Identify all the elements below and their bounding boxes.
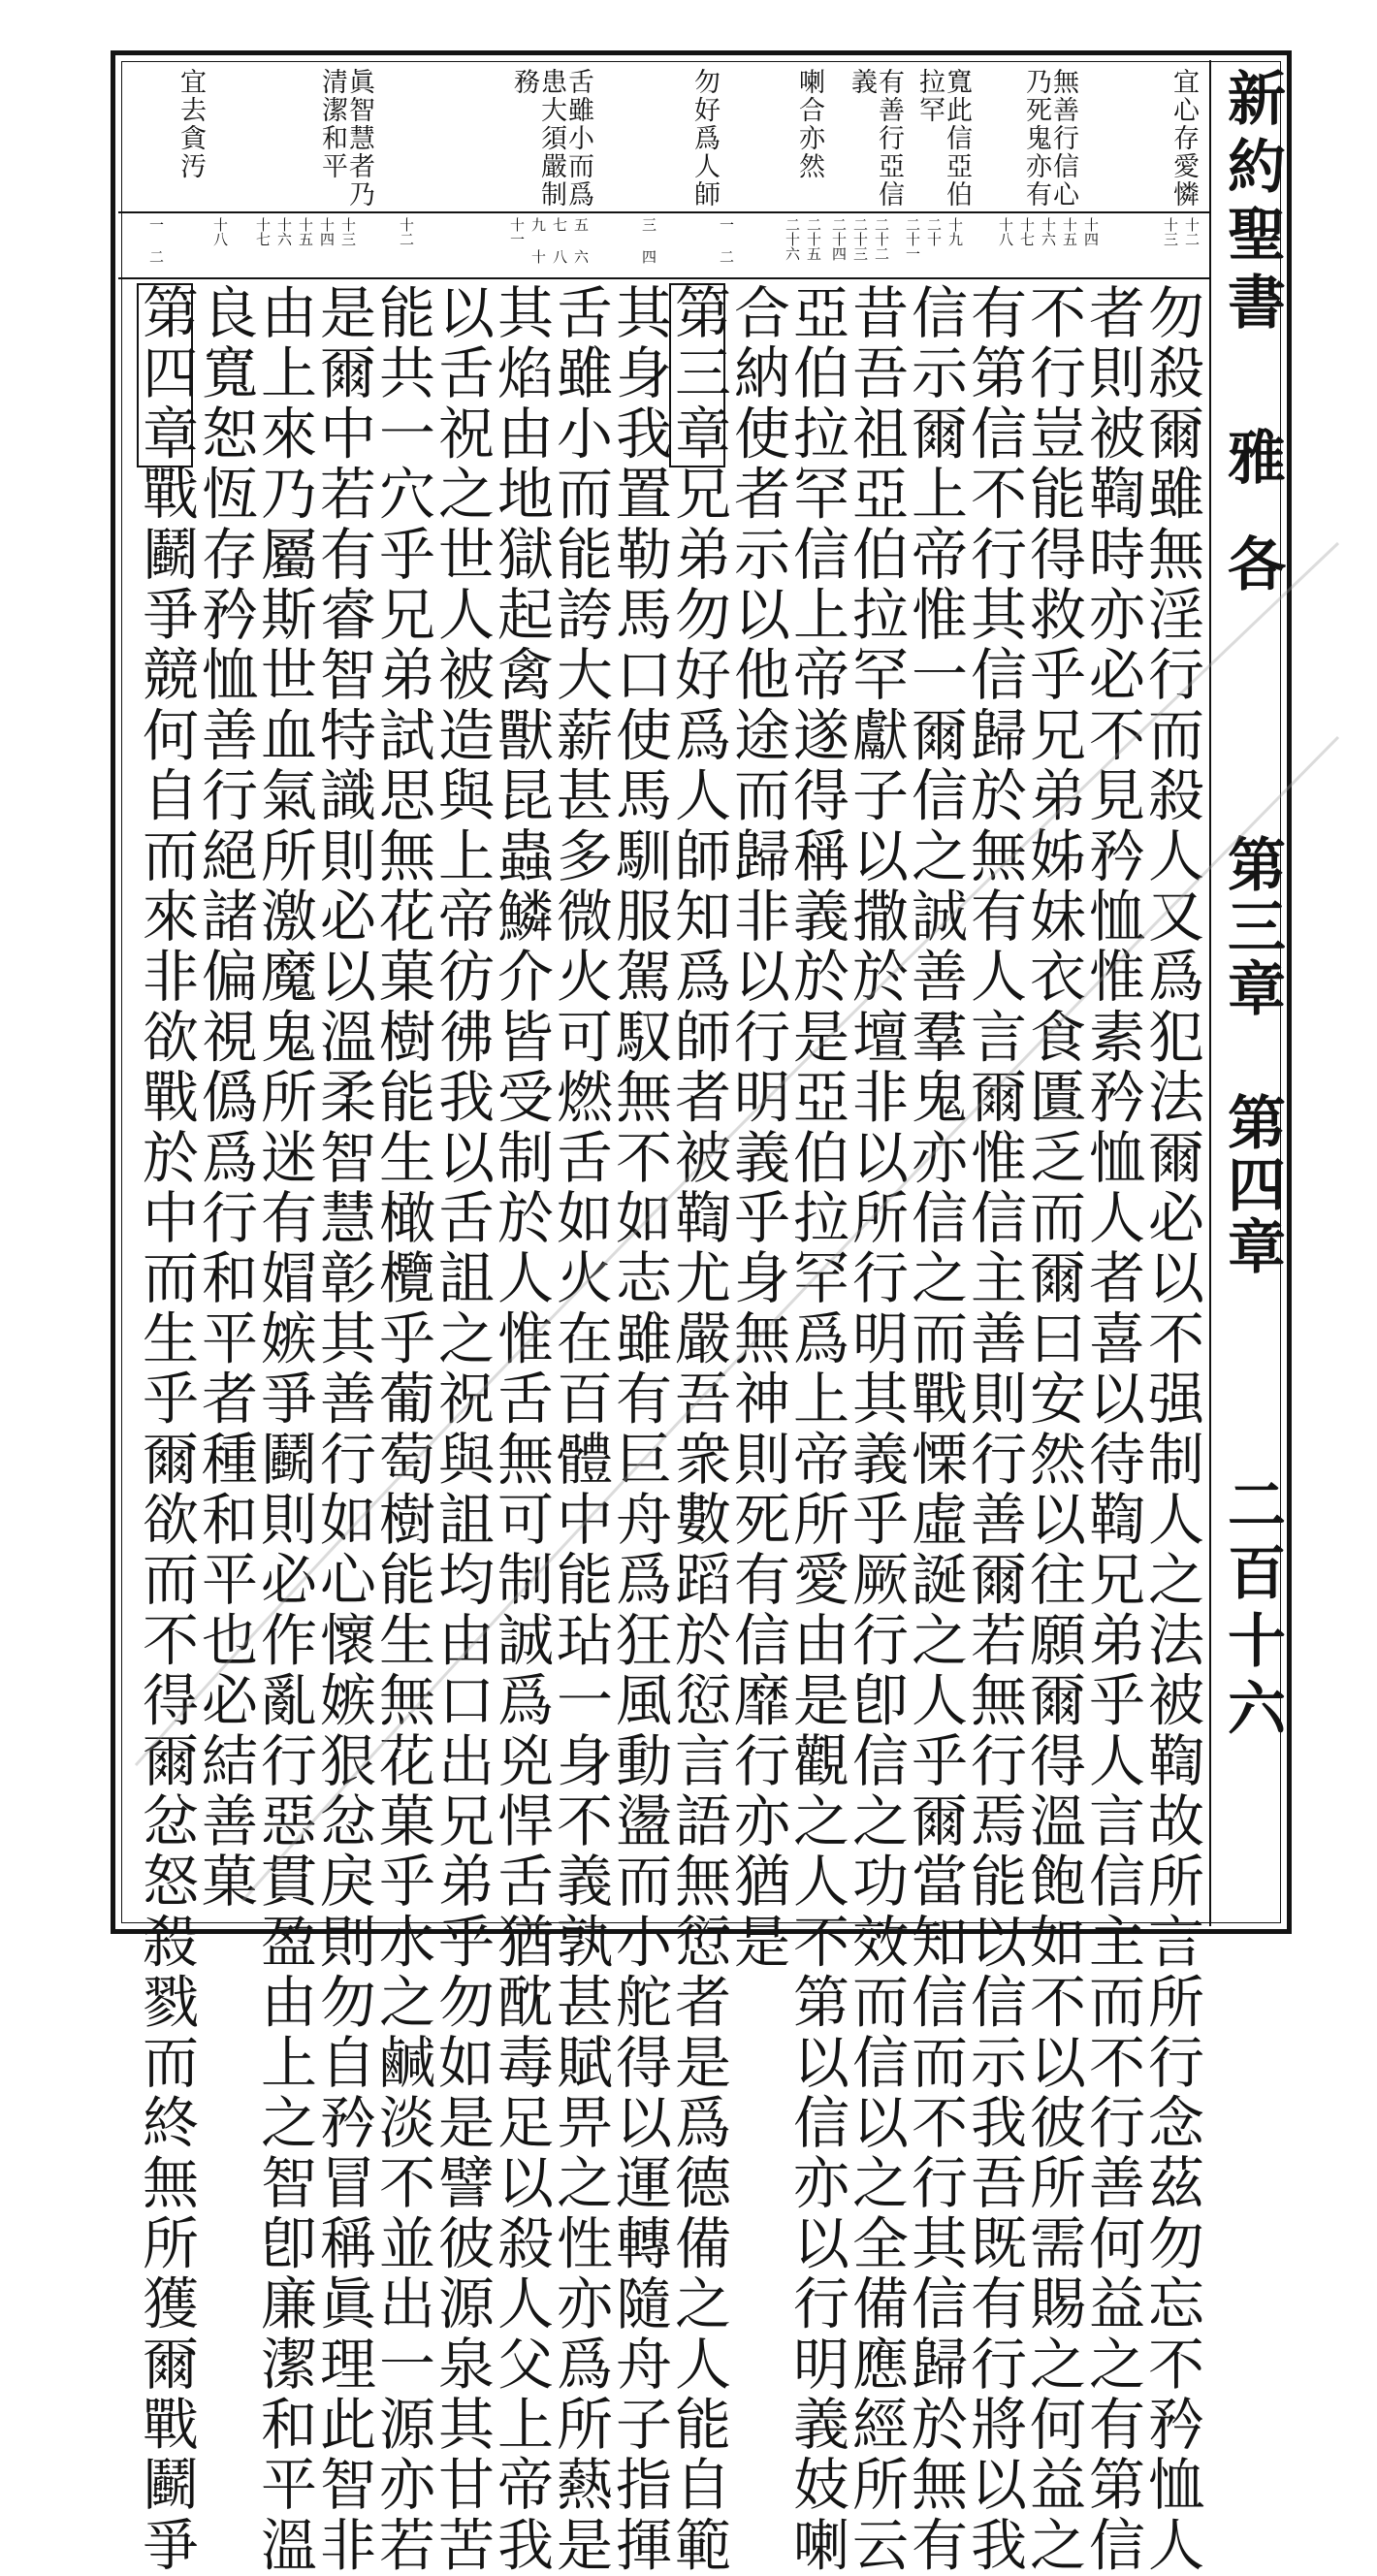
margin-note: 無善行信心乃死鬼亦有 <box>1021 68 1078 209</box>
body-column: 者則被鞫時亦必不見矜恤惟素矜恤人者喜以待鞫兄弟乎人言信主而不行善何益之有第信 <box>1079 283 1145 2576</box>
margin-note: 宜去貪汚 <box>176 68 206 180</box>
body-column: 其身我置勒馬口使馬馴服駕馭無不如志雖有巨舟爲狂風動盪而小舵得以運轉隨舟子指揮 <box>606 283 672 2576</box>
body-column: 第四章戰鬬爭競何自而來非欲戰於中而生乎爾欲而不得爾忿怒殺戮而終無所獲爾戰鬬爭 <box>133 283 199 2576</box>
verse-index: 五 六 七 八 九 十 十一 <box>508 217 590 264</box>
margin-note: 勿好爲人師 <box>689 68 720 209</box>
page-number: 二百十六 <box>1218 1474 1286 1746</box>
body-column: 不行豈能得救乎兄弟姊妹衣食匱乏而爾曰安然以往願爾得溫飽如不以彼所需賜之何益之 <box>1020 283 1086 2576</box>
body-column: 信示爾上帝惟一爾信之誠善羣鬼亦信之而戰慄虛誕之人乎爾當知信而不行其信歸於無有 <box>902 283 968 2576</box>
margin-note: 宜心存愛憐 <box>1169 68 1199 209</box>
verse-index: 一 二 <box>147 217 165 264</box>
verse-index: 二十五 二十六 <box>784 217 822 261</box>
verse-index: 十三 十四 十五 十六 十七 <box>254 217 357 246</box>
body-column: 由上來乃屬斯世血氣所激魔鬼所迷有媢嫉爭鬬則必作亂行惡貫盈由上之智卽廉潔和平溫 <box>251 283 317 2576</box>
verse-index: 三 四 <box>640 217 657 264</box>
verse-index: 二十二 二十三 二十四 <box>830 217 890 261</box>
body-column: 有第信不行其信歸於無有人言爾惟信主善則行善爾若無行焉能以信示我吾既有行將以我 <box>961 283 1027 2576</box>
body-column: 第三章兄弟勿好爲人師知爲師者被鞫尤嚴吾衆數蹈於愆言語無愆者是爲德備之人能自範 <box>665 283 731 2576</box>
chapter-three-heading-box <box>669 283 725 467</box>
margin-note: 眞智慧者乃清潔和平 <box>317 68 374 209</box>
body-column: 亞伯拉罕信上帝遂得稱義於是亞伯拉罕爲上帝所愛由是觀之人不第以信亦以行明義妓喇 <box>784 283 849 2576</box>
notes-separator <box>118 211 1209 213</box>
body-column: 舌雖小而能誇大薪甚多微火可燃舌如火在百體中能玷一身不義孰甚賦畀之性亦爲所爇是 <box>547 283 613 2576</box>
body-column: 合納使者示以他途而歸非以行明義乎身無神則死有信靡行亦猶是 <box>724 283 790 1973</box>
verse-index: 十九 二十 二十一 <box>904 217 964 261</box>
chapter-four-heading-box <box>137 283 193 467</box>
verse-index: 十四 十五 十六 十七 十八 <box>997 217 1100 246</box>
body-column: 良寬恕恆存矜恤善行絕諸偏視僞爲行和平者種和平也必結善菓 <box>192 283 258 1913</box>
margin-note: 喇合亦然 <box>794 68 824 180</box>
verse-index: 十二 十三 <box>1162 217 1201 246</box>
margin-note: 舌雖小而爲患大須嚴制務 <box>509 68 593 209</box>
margin-note: 寬此信亞伯拉罕 <box>914 68 972 209</box>
book-name: 雅各 <box>1218 427 1286 640</box>
chapter-range: 第三章 第四章 <box>1218 834 1286 1278</box>
verse-index: 一 二 <box>718 217 735 264</box>
verse-index: 十八 <box>211 217 229 246</box>
body-column: 其焰由地獄起禽獸昆蟲鱗介皆受制於人惟舌無可制誠爲兇悍舌猶酖毒足以殺人父上帝我 <box>488 283 554 2576</box>
body-column: 以舌祝之世人被造與上帝彷彿我以舌詛之祝與詛均由口出兄弟乎勿如是譬彼源泉其甘苦 <box>429 283 495 2576</box>
margin-note: 有善行亞信義 <box>847 68 904 209</box>
verse-index: 十二 <box>398 217 415 246</box>
body-column: 能共一穴乎兄弟試思無花菓樹能生橄欖乎葡萄樹能生無花菓乎水之鹹淡不並出一源亦若 <box>369 283 435 2576</box>
body-column: 是爾中若有睿智特識則必以溫柔智慧彰其善行如心懷嫉狠忿戾則勿自矜冒稱眞理此智非 <box>310 283 376 2576</box>
body-column: 昔吾祖亞伯拉罕獻子以撒於壇非以所行明其義乎厥行卽信之功效而信以之全備應經所云 <box>843 283 909 2576</box>
index-separator <box>118 277 1209 279</box>
book-title: 新約聖書 <box>1218 68 1286 339</box>
body-column: 勿殺爾雖無淫行而殺人又爲犯法爾必以不强制人之法被鞫故所言所行念茲勿忘不矜恤人 <box>1138 283 1204 2576</box>
header-divider <box>1209 60 1211 1926</box>
